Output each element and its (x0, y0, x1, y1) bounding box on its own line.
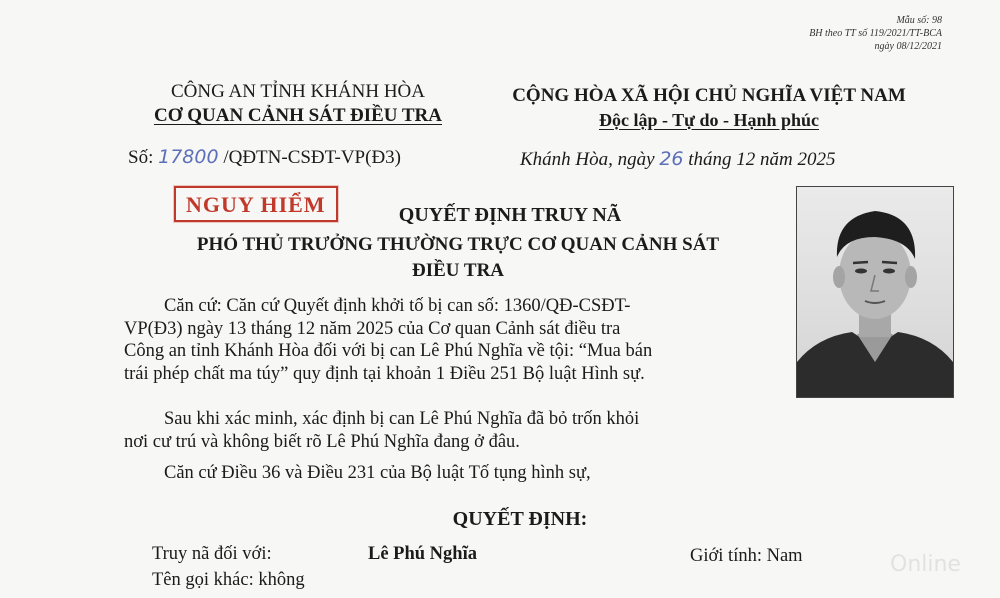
paragraph-line: trái phép chất ma túy” quy định tại khoản 1 Điều 251 Bộ luật Hình sự. (124, 363, 645, 384)
paragraph-line: Công an tỉnh Khánh Hòa đối với bị can Lê Phú Nghĩa về tội: “Mua bán (124, 341, 653, 361)
alias-label: Tên gọi khác: (152, 570, 254, 590)
subtitle-line-1: PHÓ THỦ TRƯỞNG THƯỜNG TRỰC CƠ QUAN CẢNH SÁT (196, 234, 720, 255)
reference-suffix: /QĐTN-CSĐT-VP(Đ3) (223, 147, 402, 168)
national-motto: Độc lập - Tự do - Hạnh phúc (598, 110, 820, 130)
date-prefix: Khánh Hòa, ngày (520, 149, 655, 170)
form-regulation: BH theo TT số 119/2021/TT-BCA (809, 28, 942, 39)
reference-prefix: Số: (128, 147, 154, 168)
paragraph-line: VP(Đ3) ngày 13 tháng 12 năm 2025 của Cơ quan Cảnh sát điều tra (124, 318, 621, 339)
gender-field (690, 546, 803, 567)
gender-value: Nam (766, 546, 803, 566)
wanted-name: Lê Phú Nghĩa (368, 544, 477, 564)
form-number: Mẫu số: 98 (896, 15, 942, 26)
alias-value: không (258, 570, 305, 590)
suspect-photo (796, 186, 954, 398)
document-date (520, 148, 836, 171)
date-suffix: tháng 12 năm 2025 (688, 149, 836, 170)
reference-number-handwritten: 17800 (158, 146, 219, 168)
danger-stamp: NGUY HIỂM (174, 186, 338, 222)
paragraph-line: nơi cư trú và không biết rõ Lê Phú Nghĩa đang ở đâu. (124, 431, 520, 452)
watermark: Online (890, 552, 961, 577)
gender-label: Giới tính: (690, 546, 762, 566)
paragraph-verification (124, 408, 789, 453)
date-day-handwritten: 26 (659, 148, 684, 170)
paragraph-articles: Căn cứ Điều 36 và Điều 231 của Bộ luật Tố tụng hình sự, (164, 463, 591, 483)
decision-heading: QUYẾT ĐỊNH: (452, 508, 588, 530)
agency-header (128, 80, 468, 128)
document-subtitle (118, 232, 798, 284)
agency-name: CÔNG AN TỈNH KHÁNH HÒA (170, 81, 426, 102)
form-meta (809, 14, 942, 53)
form-regulation-date: ngày 08/12/2021 (874, 41, 942, 52)
subtitle-line-2: ĐIỀU TRA (411, 260, 505, 281)
paragraph-legal-basis (124, 295, 789, 385)
national-header (474, 84, 944, 132)
paragraph-line: Sau khi xác minh, xác định bị can Lê Phú Nghĩa đã bỏ trốn khỏi (164, 409, 640, 429)
alias-field (152, 570, 305, 591)
agency-department: CƠ QUAN CẢNH SÁT ĐIỀU TRA (153, 105, 443, 126)
reference-number (128, 146, 401, 169)
wanted-label: Truy nã đối với: (152, 544, 272, 564)
national-name: CỘNG HÒA XÃ HỘI CHỦ NGHĨA VIỆT NAM (512, 85, 906, 106)
suspect-portrait-icon (797, 187, 953, 397)
paragraph-line: Căn cứ: Căn cứ Quyết định khởi tố bị can số: 1360/QĐ-CSĐT- (164, 296, 631, 316)
document-title: QUYẾT ĐỊNH TRUY NÃ (398, 204, 622, 226)
